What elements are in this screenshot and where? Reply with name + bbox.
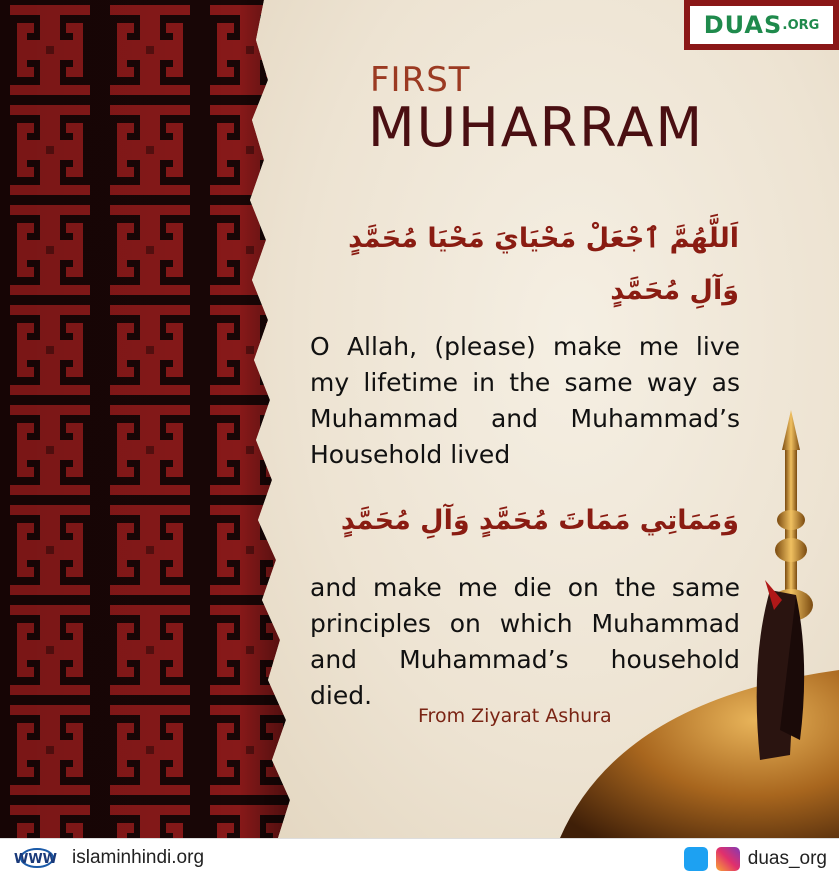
- arabic-verse-1: اَللَّهُمَّ ٱجْعَلْ مَحْيَايَ مَحْيَا مُحَمَّدٍ وَآلِ مُحَمَّدٍ: [348, 223, 739, 306]
- twitter-icon[interactable]: [684, 847, 708, 871]
- logo-dot: .: [782, 17, 788, 33]
- footer-right: [684, 847, 827, 871]
- title-muharram: MUHARRAM: [368, 96, 705, 159]
- footer-left: [12, 847, 204, 869]
- social-handle[interactable]: duas_org: [747, 848, 827, 869]
- english-translation-1: O Allah, (please) make me live my lifetime in the same way as Muhammad and Muhammad’s Household lived: [310, 332, 740, 469]
- www-icon: [12, 847, 58, 869]
- footer-bar: [0, 838, 839, 878]
- instagram-icon[interactable]: [716, 847, 740, 871]
- svg-text:WWW: WWW: [14, 852, 58, 867]
- title-first: FIRST: [370, 60, 471, 100]
- arabic-verse-2: وَمَمَاتِي مَمَاتَ مُحَمَّدٍ وَآلِ مُحَمَّدٍ: [340, 505, 739, 536]
- logo-main-text: DUAS: [703, 11, 783, 39]
- logo-sub-text: ORG: [787, 17, 820, 33]
- footer-website-link[interactable]: islaminhindi.org: [72, 847, 205, 868]
- duas-logo: [684, 0, 839, 50]
- english-translation-2: and make me die on the same principles on which Muhammad and Muhammad’s household died.: [310, 573, 740, 710]
- source-citation: From Ziyarat Ashura: [418, 705, 612, 727]
- shrine-dome-illustration: [560, 400, 839, 838]
